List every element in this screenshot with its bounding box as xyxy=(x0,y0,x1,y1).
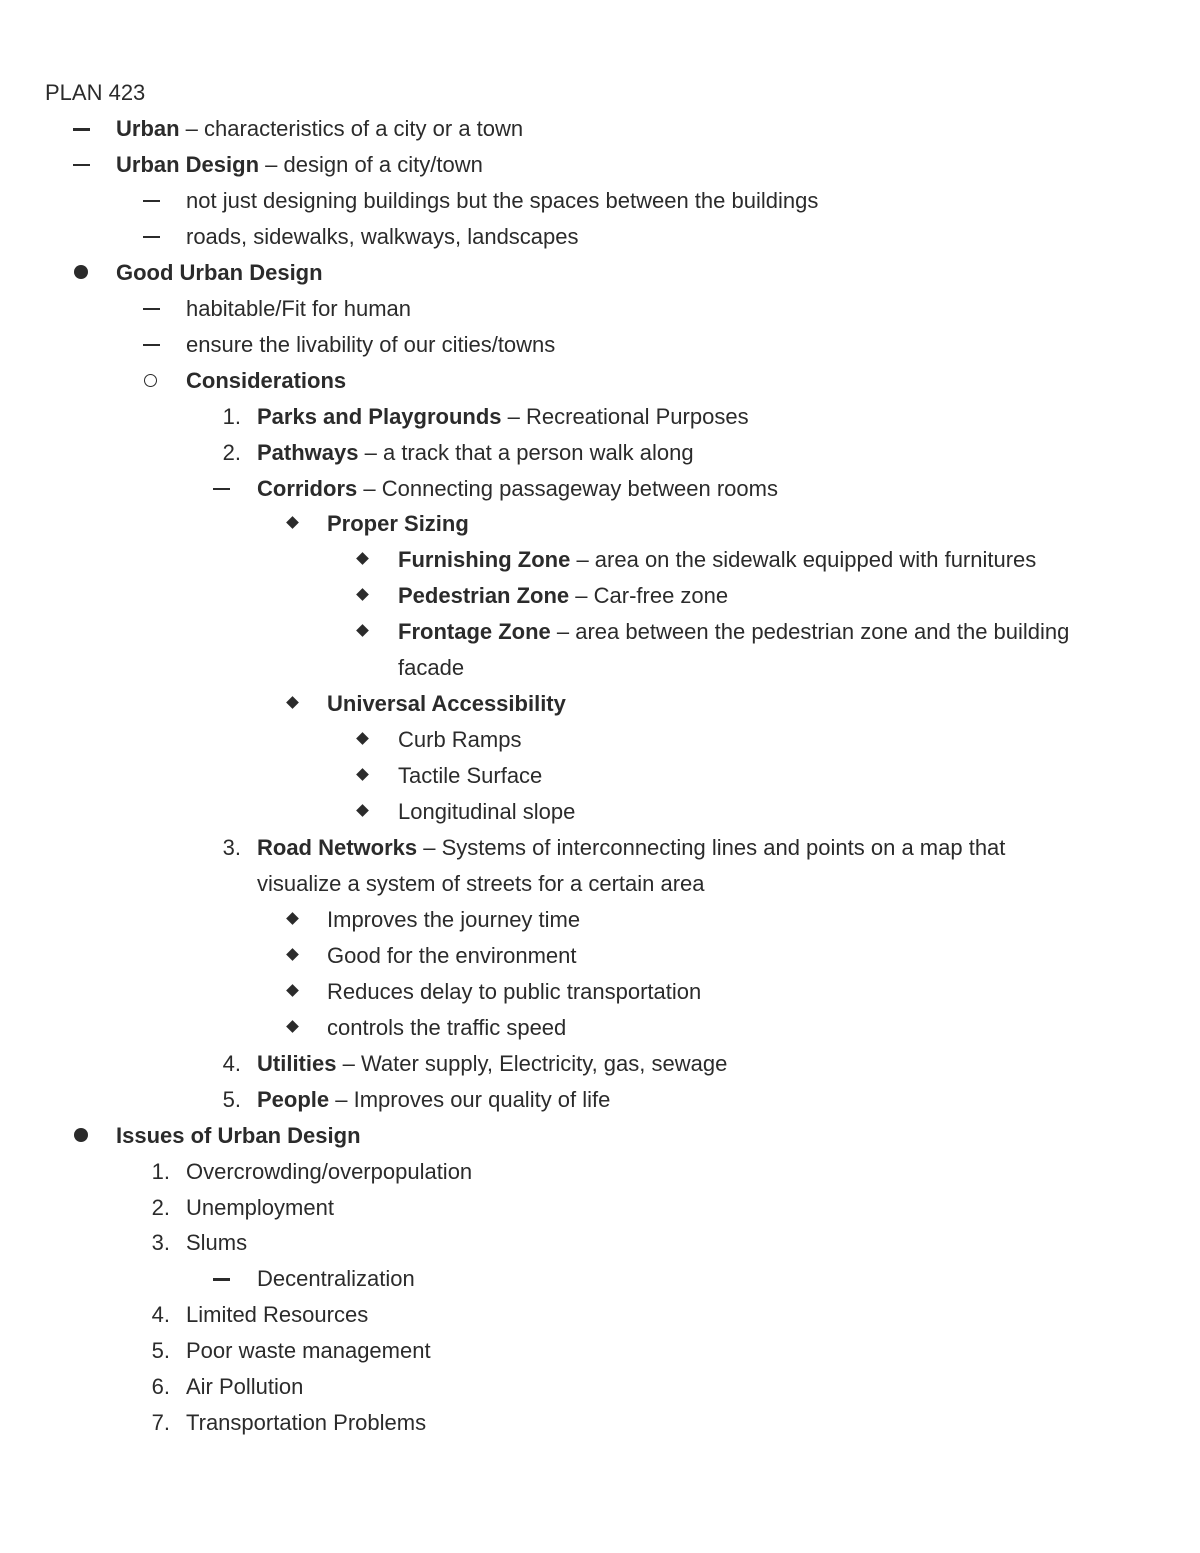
outline-line xyxy=(0,902,1200,938)
line-text xyxy=(257,830,1005,866)
separator: – xyxy=(329,1086,354,1112)
outline-line xyxy=(0,1154,1200,1190)
description: facade xyxy=(398,655,465,681)
description: Car-free zone xyxy=(593,583,729,609)
description: a track that a person walk along xyxy=(382,439,694,465)
description: characteristics of a city or a town xyxy=(204,116,524,141)
line-text xyxy=(186,1369,303,1405)
description: Water supply, Electricity, gas, sewage xyxy=(360,1050,728,1076)
line-text xyxy=(186,183,818,219)
term-label: Considerations xyxy=(186,367,347,393)
term-label: Pathways xyxy=(257,439,359,465)
line-text xyxy=(398,614,1069,650)
description: habitable/Fit for human xyxy=(186,295,412,321)
outline-line xyxy=(0,1405,1200,1441)
description: Slums xyxy=(186,1230,248,1256)
line-text xyxy=(257,1082,610,1118)
term-label: Parks and Playgrounds xyxy=(257,403,502,429)
description: controls the traffic speed xyxy=(327,1014,567,1040)
outline-line xyxy=(0,758,1200,794)
line-text xyxy=(327,902,580,938)
list-number: 6. xyxy=(151,1374,170,1400)
list-number: 7. xyxy=(151,1410,170,1436)
line-text xyxy=(186,1297,368,1333)
line-text xyxy=(116,147,483,183)
description: Poor waste management xyxy=(186,1338,431,1364)
line-text xyxy=(116,1118,361,1154)
outline-line xyxy=(0,147,1200,183)
list-number: 3. xyxy=(222,835,241,860)
separator: – xyxy=(336,1050,361,1076)
outline-line xyxy=(0,542,1200,578)
list-number: 5. xyxy=(222,1086,241,1112)
outline-line xyxy=(0,578,1200,614)
separator: – xyxy=(357,475,382,501)
description: Connecting passageway between rooms xyxy=(381,475,778,501)
line-text xyxy=(116,111,523,147)
outline-line xyxy=(0,938,1200,974)
line-text xyxy=(186,1190,334,1226)
outline-line xyxy=(0,1297,1200,1333)
line-text xyxy=(257,471,778,507)
description: Recreational Purposes xyxy=(526,403,749,429)
term-label: Pedestrian Zone xyxy=(398,583,570,609)
outline-line xyxy=(0,506,1200,542)
description: Unemployment xyxy=(186,1194,334,1220)
separator: – xyxy=(259,151,284,177)
list-number: 2. xyxy=(151,1194,170,1220)
line-text xyxy=(186,291,411,327)
list-number: 4. xyxy=(151,1302,170,1328)
line-text xyxy=(186,219,579,255)
list-number: 4. xyxy=(222,1050,241,1076)
outline-line xyxy=(0,327,1200,363)
line-text xyxy=(257,1046,727,1082)
term-label: Road Networks xyxy=(257,835,418,860)
line-text xyxy=(327,1010,566,1046)
line-text xyxy=(257,435,694,471)
term-label: People xyxy=(257,1086,330,1112)
list-number: 2. xyxy=(222,439,241,465)
line-text xyxy=(327,686,566,722)
description: visualize a system of streets for a certain area xyxy=(257,870,705,896)
outline-line xyxy=(0,1082,1200,1118)
description: Systems of interconnecting lines and points on a map that xyxy=(441,835,1006,860)
term-label: Universal Accessibility xyxy=(327,691,566,717)
term-label: Good Urban Design xyxy=(116,259,323,285)
description: Transportation Problems xyxy=(186,1410,427,1436)
separator: – xyxy=(417,835,442,860)
outline-line xyxy=(0,291,1200,327)
description: design of a city/town xyxy=(283,151,483,177)
outline-line xyxy=(0,866,1200,902)
list-number: 1. xyxy=(151,1158,170,1184)
outline-line xyxy=(0,1369,1200,1405)
outline-line xyxy=(0,614,1200,650)
line-text xyxy=(186,363,346,399)
description: Tactile Surface xyxy=(398,763,543,789)
description: Limited Resources xyxy=(186,1302,369,1328)
line-text xyxy=(186,1154,472,1190)
description: not just designing buildings but the spaces between the buildings xyxy=(186,187,819,213)
description: Overcrowding/overpopulation xyxy=(186,1158,473,1184)
outline-line xyxy=(0,111,1200,147)
outline-line xyxy=(0,1046,1200,1082)
outline-line xyxy=(0,435,1200,471)
separator: – xyxy=(501,403,526,429)
description: ensure the livability of our cities/towns xyxy=(186,331,556,357)
term-label: Frontage Zone xyxy=(398,619,551,645)
line-text xyxy=(398,578,728,614)
line-text xyxy=(327,938,576,974)
line-text xyxy=(398,542,1036,578)
description: roads, sidewalks, walkways, landscapes xyxy=(186,223,579,249)
page-title: PLAN 423 xyxy=(45,80,146,105)
list-number: 5. xyxy=(151,1338,170,1364)
description: Longitudinal slope xyxy=(398,799,576,825)
term-label: Furnishing Zone xyxy=(398,547,571,573)
term-label: Urban Design xyxy=(116,151,260,177)
line-text xyxy=(186,1405,426,1441)
description: area between the pedestrian zone and the building xyxy=(575,619,1070,645)
description: Air Pollution xyxy=(186,1374,304,1400)
term-label: Utilities xyxy=(257,1050,337,1076)
outline-line xyxy=(0,1190,1200,1226)
separator: – xyxy=(550,619,576,645)
outline-line xyxy=(0,1261,1200,1297)
outline-line xyxy=(0,1010,1200,1046)
description: Reduces delay to public transportation xyxy=(327,978,702,1004)
outline-line xyxy=(0,183,1200,219)
term-label: Urban xyxy=(116,116,180,141)
outline-line xyxy=(0,471,1200,507)
separator: – xyxy=(569,583,594,609)
line-text xyxy=(186,327,555,363)
outline-line xyxy=(0,255,1200,291)
outline-line xyxy=(0,399,1200,435)
description: Improves our quality of life xyxy=(353,1086,611,1112)
outline-line xyxy=(0,722,1200,758)
description: Improves the journey time xyxy=(327,906,581,932)
line-text xyxy=(186,1333,431,1369)
line-text xyxy=(398,758,542,794)
line-text xyxy=(398,794,575,830)
line-text xyxy=(398,650,464,686)
line-text xyxy=(257,866,705,902)
list-number: 3. xyxy=(151,1230,170,1256)
outline-line xyxy=(0,830,1200,866)
line-text xyxy=(257,1261,415,1297)
term-label: Corridors xyxy=(257,475,358,501)
line-text xyxy=(327,974,701,1010)
line-text xyxy=(116,255,323,291)
description: area on the sidewalk equipped with furnitures xyxy=(594,547,1037,573)
outline-line xyxy=(0,219,1200,255)
outline-line xyxy=(0,1225,1200,1261)
list-number: 1. xyxy=(222,403,241,429)
outline-line xyxy=(0,650,1200,686)
outline-line xyxy=(0,974,1200,1010)
outline-line xyxy=(0,1118,1200,1154)
line-text xyxy=(398,722,521,758)
description: Curb Ramps xyxy=(398,727,522,753)
term-label: Issues of Urban Design xyxy=(116,1122,361,1148)
separator: – xyxy=(179,116,205,141)
outline-line xyxy=(0,686,1200,722)
line-text xyxy=(186,1225,247,1261)
description: Good for the environment xyxy=(327,942,577,968)
separator: – xyxy=(358,439,383,465)
line-text xyxy=(327,506,469,542)
term-label: Proper Sizing xyxy=(327,511,469,537)
outline-line xyxy=(0,363,1200,399)
outline-line xyxy=(0,1333,1200,1369)
outline-line xyxy=(0,794,1200,830)
description: Decentralization xyxy=(257,1266,415,1292)
separator: – xyxy=(570,547,595,573)
line-text xyxy=(257,399,749,435)
